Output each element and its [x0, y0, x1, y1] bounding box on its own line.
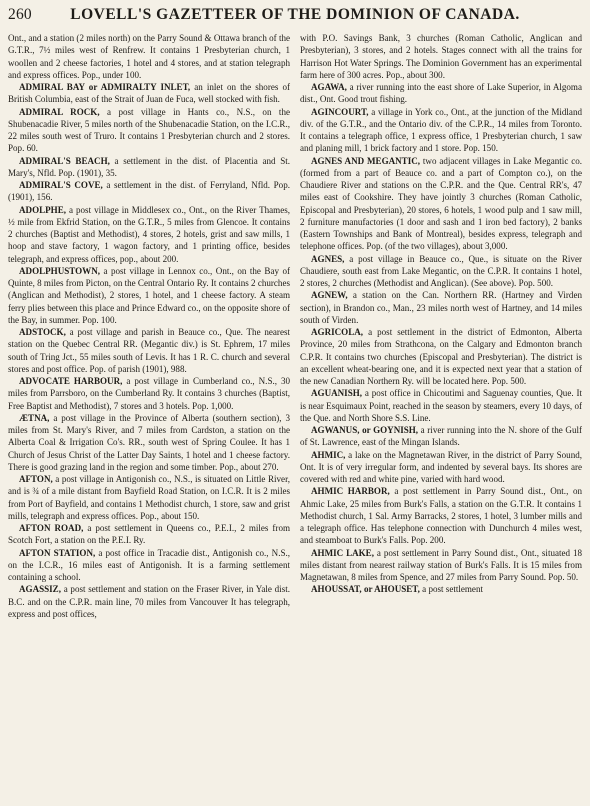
entry-headword: ADMIRAL'S COVE,: [19, 180, 103, 190]
gazetteer-entry: [8, 106, 290, 155]
entry-text: a river running into the east shore of Lake Superior, in Algoma dist., Ont. Good trout fishing.: [300, 82, 582, 105]
gazetteer-entry: [300, 387, 582, 424]
gazetteer-entry: [300, 583, 582, 595]
gazetteer-entry: [8, 375, 290, 412]
gazetteer-entry: [300, 106, 582, 155]
entry-text: a post village and parish in Beauce co., Que. The nearest station on the Quebec Central RR. (Megantic div.) is St. Ephrem, 17 miles south of Tring Jct., 55 miles south of Levis. It has 1 R. C. church and several stores and post office. Pop. of parish (1901), 988.: [8, 327, 290, 374]
entry-headword: AGAWA,: [311, 82, 347, 92]
entry-text: a post village in Beauce co., Que., is situate on the River Chaudiere, south east from Lake Megantic, on the C.P.R. It contains 1 hotel, 2 stores, 2 churches (Methodist and Anglican). (See above). Pop. 500.: [300, 253, 582, 288]
entry-headword: AHMIC,: [311, 449, 346, 460]
gazetteer-entry: [8, 412, 290, 473]
entry-headword: ADMIRAL'S BEACH,: [19, 155, 110, 166]
entry-headword: AHOUSSAT, or AHOUSET,: [311, 584, 420, 595]
text-columns: [8, 32, 582, 620]
right-column: [300, 32, 582, 620]
gazetteer-entry: [8, 204, 290, 265]
entry-text: an inlet on the shores of British Columbia, east of the Strait of Juan de Fuca, well stocked with fish.: [8, 82, 290, 105]
entry-text: a settlement in the dist. of Placentia and St. Mary's, Nfld. Pop. (1901), 35.: [8, 155, 290, 178]
entry-headword: ADOLPHUSTOWN,: [19, 265, 101, 276]
entry-headword: AGASSIZ,: [19, 584, 61, 595]
entry-headword: ADOLPHE,: [19, 204, 66, 215]
entry-headword: AFTON,: [19, 474, 53, 484]
entry-text: a post office in Tracadie dist., Antigonish co., N.S., on the I.C.R., 16 miles east of Antigonish. It is a farming settlement containing a school.: [8, 547, 291, 582]
entry-headword: AGWANUS, or GOYNISH,: [311, 425, 419, 435]
gazetteer-entry: [8, 547, 290, 584]
gazetteer-entry: [300, 326, 582, 387]
gazetteer-entry: [8, 155, 290, 180]
entry-headword: AHMIC LAKE,: [311, 547, 374, 558]
gazetteer-entry: [300, 485, 582, 546]
entry-text: a post village in Cumberland co., N.S., 30 miles from Parrsboro, on the Cumberland Ry. It contains 3 churches (Baptist, Free Baptist and Methodist), 7 stores and 3 hotels. Pop. 1,000.: [8, 376, 291, 411]
entry-text: a post village in Antigonish co., N.S., is situated on Little River, and is ¾ of a mile distant from Bayfield Road Station, on I.C.R. It is 2 miles from Port of Bayfield, and contains 1 Methodist church, 1 store, saw and grist mills, telegraph and express offices. Pop., about 150.: [8, 474, 290, 521]
entry-text: a post settlement in the district of Edmonton, Alberta Province, 20 miles from Strathcona, on the Calgary and Edmonton branch C.P.R. It contains two churches (Episcopal and Presbyterian). The district is an excellent wheat-bearing one, and it is expected next year that a station of the new Canadian Northern Ry. will be located here. Pop. 500.: [300, 327, 582, 386]
entry-headword: AHMIC HARBOR,: [311, 486, 390, 497]
page-number: 260: [8, 6, 32, 23]
entry-text: a post village in Hants co., N.S., on the Shubenacadie River, 5 miles north of the Shubenacadie Station, on the I.C.R., 22 miles south west of Truro. It contains 1 Presbyterian church and 2 stores. Pop. 60.: [8, 106, 290, 154]
entry-headword: ADVOCATE HARBOUR,: [19, 376, 123, 386]
gazetteer-entry: [300, 81, 582, 106]
entry-text: a village in York co., Ont., at the junction of the Midland div. of the G.T.R., and the Ontario div. of the C.P.R., 14 miles from Toronto. It contains a telegraph office, 1 express office, 1 Presbyterian church, 1 saw and planing mill, 1 brick factory and 1 store. Pop. 150.: [300, 106, 582, 154]
gazetteer-entry: [300, 32, 582, 81]
gazetteer-entry: [8, 583, 290, 620]
gazetteer-entry: [300, 547, 582, 584]
gazetteer-entry: [8, 326, 290, 375]
entry-text: two adjacent villages in Lake Megantic co. (formed from a part of Beauce co. and a part of Compton co.), on the Chaudiere River and stations on the C.P.R. and the Que. Central RR's, 47 miles east of Cookshire. They have jointly 3 churches (Roman Catholic, Episcopal and Presbyterian), 20 stores, 6 hotels, 1 wood pulp and 1 saw mill, 2 furniture manufactories (1 door and sash and 1 iron bed factory), 2 banks (Eastern Townships and Bank of Montreal), besides express, telegraph and telephone offices. Pop. (of the two villages), about 3,000.: [300, 155, 582, 252]
entry-text: a post village in the Province of Alberta (southern section), 3 miles from St. Mary's River, and 7 miles from Cardston, a station on the Alberta Coal & Irrigation Co's. RR., south west of Spring Coulee. It has 1 Church of Jesus Christ of the Latter Day Saints, 1 hotel and 1 cheese factory. There is good grazing land in the region and some timber. Pop., about 270.: [8, 412, 290, 472]
page-title: LOVELL'S GAZETTEER OF THE DOMINION OF CANADA.: [70, 6, 520, 23]
gazetteer-entry: [300, 449, 582, 486]
entry-text: a post office in Chicoutimi and Saguenay counties, Que. It is near Esquimaux Point, reached in the season by steamers, every 10 days, of the Que. and North Shore S.S. Line.: [300, 388, 582, 423]
gazetteer-entry: [8, 81, 290, 106]
gazetteer-entry: [300, 289, 582, 326]
entry-text: a post village in Lennox co., Ont., on the Bay of Quinte, 8 miles from Picton, on the Central Ontario Ry. It contains 2 churches (Anglican and Methodist), 2 stores, 1 hotel, and 1 cheese factory. A steam ferry plies between this place and Prince Edward co., on the opposite shore of the Bay, in summer. Pop. 100.: [8, 265, 290, 325]
gazetteer-entry: [8, 179, 290, 204]
entry-text: a post settlement: [419, 584, 483, 595]
entry-headword: AGNES AND MEGANTIC,: [311, 155, 421, 166]
gazetteer-entry: [8, 473, 290, 522]
gazetteer-entry: [300, 253, 582, 290]
entry-headword: AGINCOURT,: [311, 106, 369, 117]
gazetteer-entry: [8, 522, 290, 547]
entry-headword: AGNEW,: [311, 290, 348, 301]
gazetteer-entry: [300, 424, 582, 449]
entry-headword: AGNES,: [311, 253, 345, 264]
entry-text: a lake on the Magnetawan River, in the district of Parry Sound, Ont. It is of very irregular form, and indented by several bays. Its shores are covered with red and white pine, varied with hard wood.: [300, 449, 582, 484]
entry-text: a post settlement and station on the Fraser River, in Yale dist. B.C. and on the C.P.R. main line, 70 miles from Vancouver It has telegraph, express and post offices,: [8, 584, 290, 619]
entry-text: a river running into the N. shore of the Gulf of St. Lawrence, east of the Mingan Islands.: [300, 425, 582, 448]
entry-headword: ÆTNA,: [19, 412, 50, 423]
entry-text: a post settlement in Parry Sound dist., Ont., situated 18 miles distant from nearest railway station of Burk's Falls. It is 15 miles from Magnetawan, 8 miles from Spence, and 27 miles from Parry Sound. Pop. 50.: [300, 547, 583, 582]
gazetteer-entry: [8, 265, 290, 326]
entry-headword: AFTON ROAD,: [19, 523, 84, 533]
entry-text: a post settlement in Parry Sound dist., Ont., on Ahmic Lake, 25 miles from Burk's Falls, a station on the G.T.R. It contains 1 Methodist church, 1 Sal. Army Barracks, 2 stores, 1 hotel, 3 lumber mills and a telegraph office. Has telephone connection with Dunchurch 4 miles west, and steamboat to Burk's Falls. Pop. 200.: [300, 486, 582, 546]
entry-headword: ADSTOCK,: [19, 327, 66, 337]
entry-text: a settlement in the dist. of Ferryland, Nfld. Pop. (1901), 156.: [8, 180, 290, 203]
page-header: [8, 6, 582, 32]
entry-headword: AGUANISH,: [311, 388, 363, 399]
entry-headword: ADMIRAL ROCK,: [19, 106, 100, 117]
entry-headword: ADMIRAL BAY or ADMIRALTY INLET,: [19, 82, 191, 92]
entry-text: with P.O. Savings Bank, 3 churches (Roman Catholic, Anglican and Presbyterian), 3 stores, and 2 hotels. Stages connect with all the trains for Harrison Hot Water Springs. The Dominion Government has an experimental farm here of 300 acres. Pop., about 300.: [300, 33, 582, 80]
entry-text: a station on the Can. Northern RR. (Hartney and Virden section), in Brandon co., Man., 23 miles north west of Hartney, and 14 miles south of Virden.: [300, 290, 582, 325]
entry-text: Ont., and a station (2 miles north) on the Parry Sound & Ottawa branch of the G.T.R., 7½ miles west of Renfrew. It contains 1 Presbyterian church, 1 woollen and 2 cheese factories, 1 hotel and 4 stores, and at station telegraph and express offices. Pop., under 100.: [8, 33, 290, 80]
left-column: [8, 32, 290, 620]
entry-text: a post settlement in Queens co., P.E.I., 2 miles from Scotch Fort, a station on the P.E.I. Ry.: [8, 523, 290, 546]
gazetteer-entry: [300, 155, 582, 253]
entry-headword: AFTON STATION,: [19, 547, 96, 558]
entry-text: a post village in Middlesex co., Ont., on the River Thames, ½ mile from Ekfrid Station, on the G.T.R., 5 miles from Glencoe. It contains 2 churches (Baptist and Methodist), 4 stores, 2 hotels, grist and saw mills, 1 hoop and stave factory, 1 wagon factory, and 1 printing office, besides telegraph, and express offices, pop., about 200.: [8, 204, 290, 264]
gazetteer-entry: [8, 32, 290, 81]
entry-headword: AGRICOLA,: [311, 327, 364, 337]
